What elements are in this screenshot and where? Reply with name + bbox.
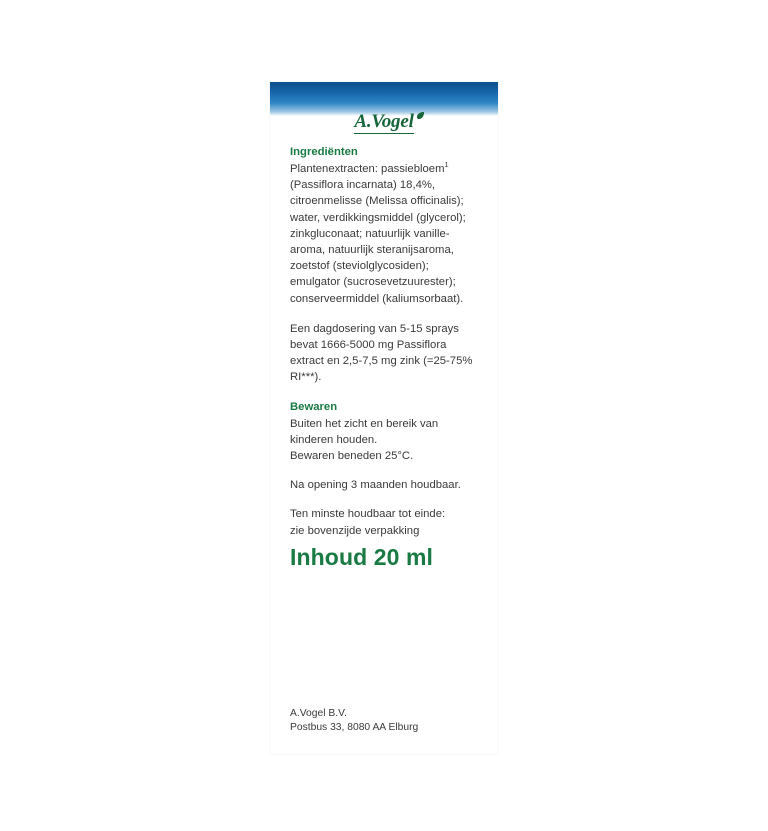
storage-line-2: Bewaren beneden 25°C. <box>290 450 414 463</box>
company-info <box>290 707 418 735</box>
company-name: A.Vogel B.V. <box>290 708 347 719</box>
package-text-column <box>290 145 476 539</box>
best-before-line-2: zie bovenzijde verpakking <box>290 524 420 537</box>
product-package <box>270 82 498 754</box>
ingredients-first-line <box>290 161 476 177</box>
dosage-info: Een dagdosering van 5-15 sprays bevat 1666-5000 mg Passiflora extract en 2,5-7,5 mg zink (=25-75% RI***). <box>290 322 473 384</box>
ingredients-first-line-text: Plantenextracten: passiebloem <box>290 163 445 175</box>
after-opening-note: Na opening 3 maanden houdbaar. <box>290 479 461 492</box>
storage-line-1: Buiten het zicht en bereik van kinderen houden. <box>290 417 439 446</box>
brand-logo <box>270 110 498 133</box>
ingredients-footnote-marker: 1 <box>444 160 449 170</box>
best-before-line-1: Ten minste houdbaar tot einde: <box>290 508 446 521</box>
company-address: Postbus 33, 8080 AA Elburg <box>290 722 419 733</box>
volume-label: Inhoud 20 ml <box>290 544 434 570</box>
brand-logo-text: A.Vogel <box>354 111 414 132</box>
storage-heading: Bewaren <box>290 400 338 413</box>
ingredients-heading: Ingrediënten <box>290 146 358 158</box>
brand-logo-mark <box>350 110 417 133</box>
leaf-icon <box>416 107 425 116</box>
ingredients-body: (Passiflora incarnata) 18,4%, citroenmelisse (Melissa officinalis); water, verdikkingsmiddel (glycerol); zinkgluconaat; natuurlijk vanille-aroma, natuurlijk steranijsaroma, zoetstof (steviolglycosiden); emulgator (sucrosevetzuurester); conserveermiddel (kaliumsorbaat). <box>290 179 466 305</box>
brand-logo-underline <box>354 133 413 135</box>
